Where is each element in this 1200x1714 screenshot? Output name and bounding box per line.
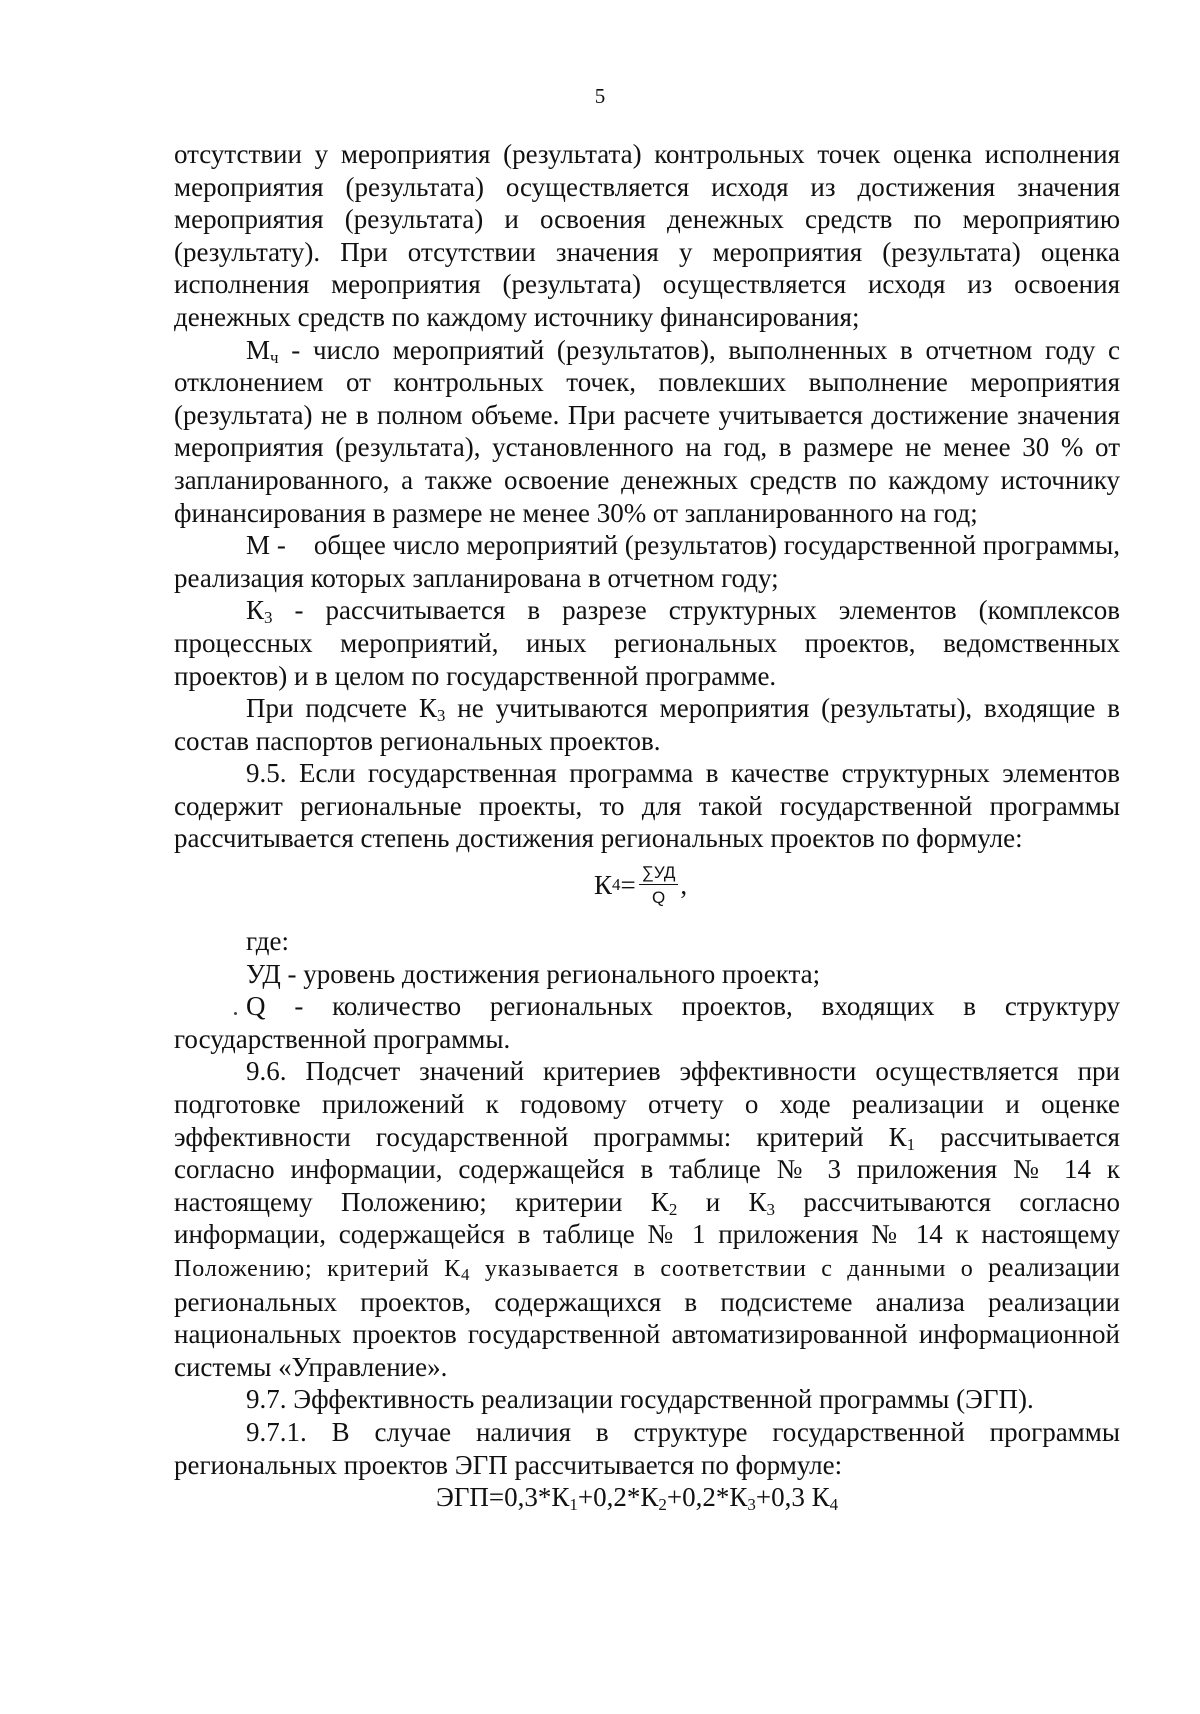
- formula-k4: К 4 = $\frac{\sum УД}{Q}$ ,: [594, 863, 688, 908]
- k4-lhs: К: [594, 869, 613, 900]
- m-symbol: М -: [246, 530, 286, 561]
- mch-text: - число мероприятий (результатов), выполненных в отчетном году с отклонением от контрольных точек, повлекших выполнение мероприятия (результата) не в полном объеме. При расчете учитывается достижение значения мероприятия (результата), установленного на год, в размере не менее 30 % от запланированного, а также освоение денежных средств по каждому источнику финансирования в размере не менее 30% от запланированного на год;: [174, 334, 1120, 528]
- egp-sub-3: 3: [747, 1495, 756, 1515]
- egp-part-c: +0,2*К: [666, 1482, 748, 1513]
- k3-text: - рассчитывается в разрезе структурных элементов (комплексов процессных мероприятий, иных региональных проектов, ведомственных проектов) и в целом по государственной программе.: [174, 595, 1120, 691]
- p96-part-f: указывается в соответствии с данными о: [470, 1256, 974, 1282]
- k4-equals: =: [620, 869, 636, 900]
- k4-denominator: Q: [651, 888, 666, 908]
- q-definition-text: Q - количество региональных проектов, входящих в структуру государственной программы.: [174, 991, 1120, 1054]
- paragraph-ud-definition: УД - уровень достижения регионального проекта;: [246, 958, 821, 989]
- egp-part-a: ЭГП=0,3*К: [436, 1482, 570, 1513]
- p96-part-b: рассчитывается согласно информации, содержащейся в таблице № 3 приложения № 14 к настоящему Положению; критерии К: [174, 1121, 1120, 1217]
- p96-sub-3: 3: [766, 1199, 776, 1219]
- egp-part-d: +0,3 К: [755, 1482, 830, 1513]
- egp-part-b: +0,2*К: [577, 1482, 659, 1513]
- k4-comma: ,: [680, 869, 688, 900]
- paragraph-9-7: 9.7. Эффективность реализации государственной программы (ЭГП).: [246, 1384, 1034, 1415]
- k4-numerator: ∑УД: [639, 863, 679, 885]
- p96-part-g: реализации региональных проектов, содержащихся в подсистеме анализа реализации национальных проектов государственной автоматизированной информационной системы «Управление».: [174, 1252, 1120, 1382]
- p96-condensed-line: [174, 1256, 974, 1282]
- p96-part-d: рассчитываются согласно информации, содержащейся в таблице № 1 приложения № 14 к настоящему: [174, 1186, 1120, 1250]
- k4-fraction: [639, 863, 679, 907]
- egp-sub-1: 1: [569, 1495, 578, 1515]
- k3-note-subscript: 3: [436, 706, 446, 726]
- paragraph-q-definition: [174, 990, 1120, 1055]
- paragraph-mch-definition: [174, 334, 1120, 530]
- p96-sub-4: 4: [461, 1265, 471, 1284]
- document-body: [174, 138, 1120, 1514]
- paragraph-continuation: отсутствии у мероприятия (результата) контрольных точек оценка исполнения мероприятия (результата) осуществляется исходя из достижения значения мероприятия (результата) и освоения денежных средств по мероприятию (результату). При отсутствии значения у мероприятия (результата) оценка исполнения мероприятия (результата) осуществляется исходя из освоения денежных средств по каждому источнику финансирования;: [174, 139, 1120, 332]
- formula-egp: [174, 1481, 1120, 1514]
- k3-note-end: не учитываются мероприятия (результаты), входящие в состав паспортов региональных проектов.: [174, 693, 1121, 756]
- k3-symbol: К: [246, 595, 265, 626]
- paragraph-9-7-1: 9.7.1. В случае наличия в структуре государственной программы региональных проектов ЭГП рассчитывается по формуле:: [174, 1416, 1120, 1480]
- paragraph-k3-note: [174, 692, 1120, 757]
- p96-part-c: и К: [677, 1186, 767, 1217]
- paragraph-9-5: 9.5. Если государственная программа в качестве структурных элементов содержит региональные проекты, то для такой государственной программы рассчитывается степень достижения региональных проектов по формуле:: [174, 758, 1120, 854]
- paragraph-k3-definition: [174, 594, 1120, 692]
- mch-symbol: М: [246, 334, 271, 365]
- k3-subscript: 3: [264, 608, 273, 628]
- page-number: 5: [594, 84, 606, 108]
- p96-part-a: 9.6. Подсчет значений критериев эффективности осуществляется при подготовке приложений к годовому отчету о ходе реализации и оценке эффективности государственной программы: критерий К: [174, 1056, 1120, 1152]
- mch-subscript: ч: [270, 347, 279, 367]
- p96-sub-2: 2: [668, 1199, 678, 1219]
- egp-sub-2: 2: [658, 1495, 667, 1515]
- paragraph-where: где:: [246, 926, 289, 957]
- m-text: общее число мероприятий (результатов) государственной программы, реализация которых запланирована в отчетном году;: [174, 530, 1120, 593]
- egp-sub-4: 4: [829, 1495, 839, 1515]
- paragraph-m-definition: [174, 529, 1120, 594]
- paragraph-9-6: [174, 1055, 1120, 1383]
- p96-part-e: Положению; критерий К: [174, 1256, 462, 1282]
- k3-note-start: При подсчете К: [246, 693, 437, 724]
- p96-sub-1: 1: [906, 1134, 916, 1154]
